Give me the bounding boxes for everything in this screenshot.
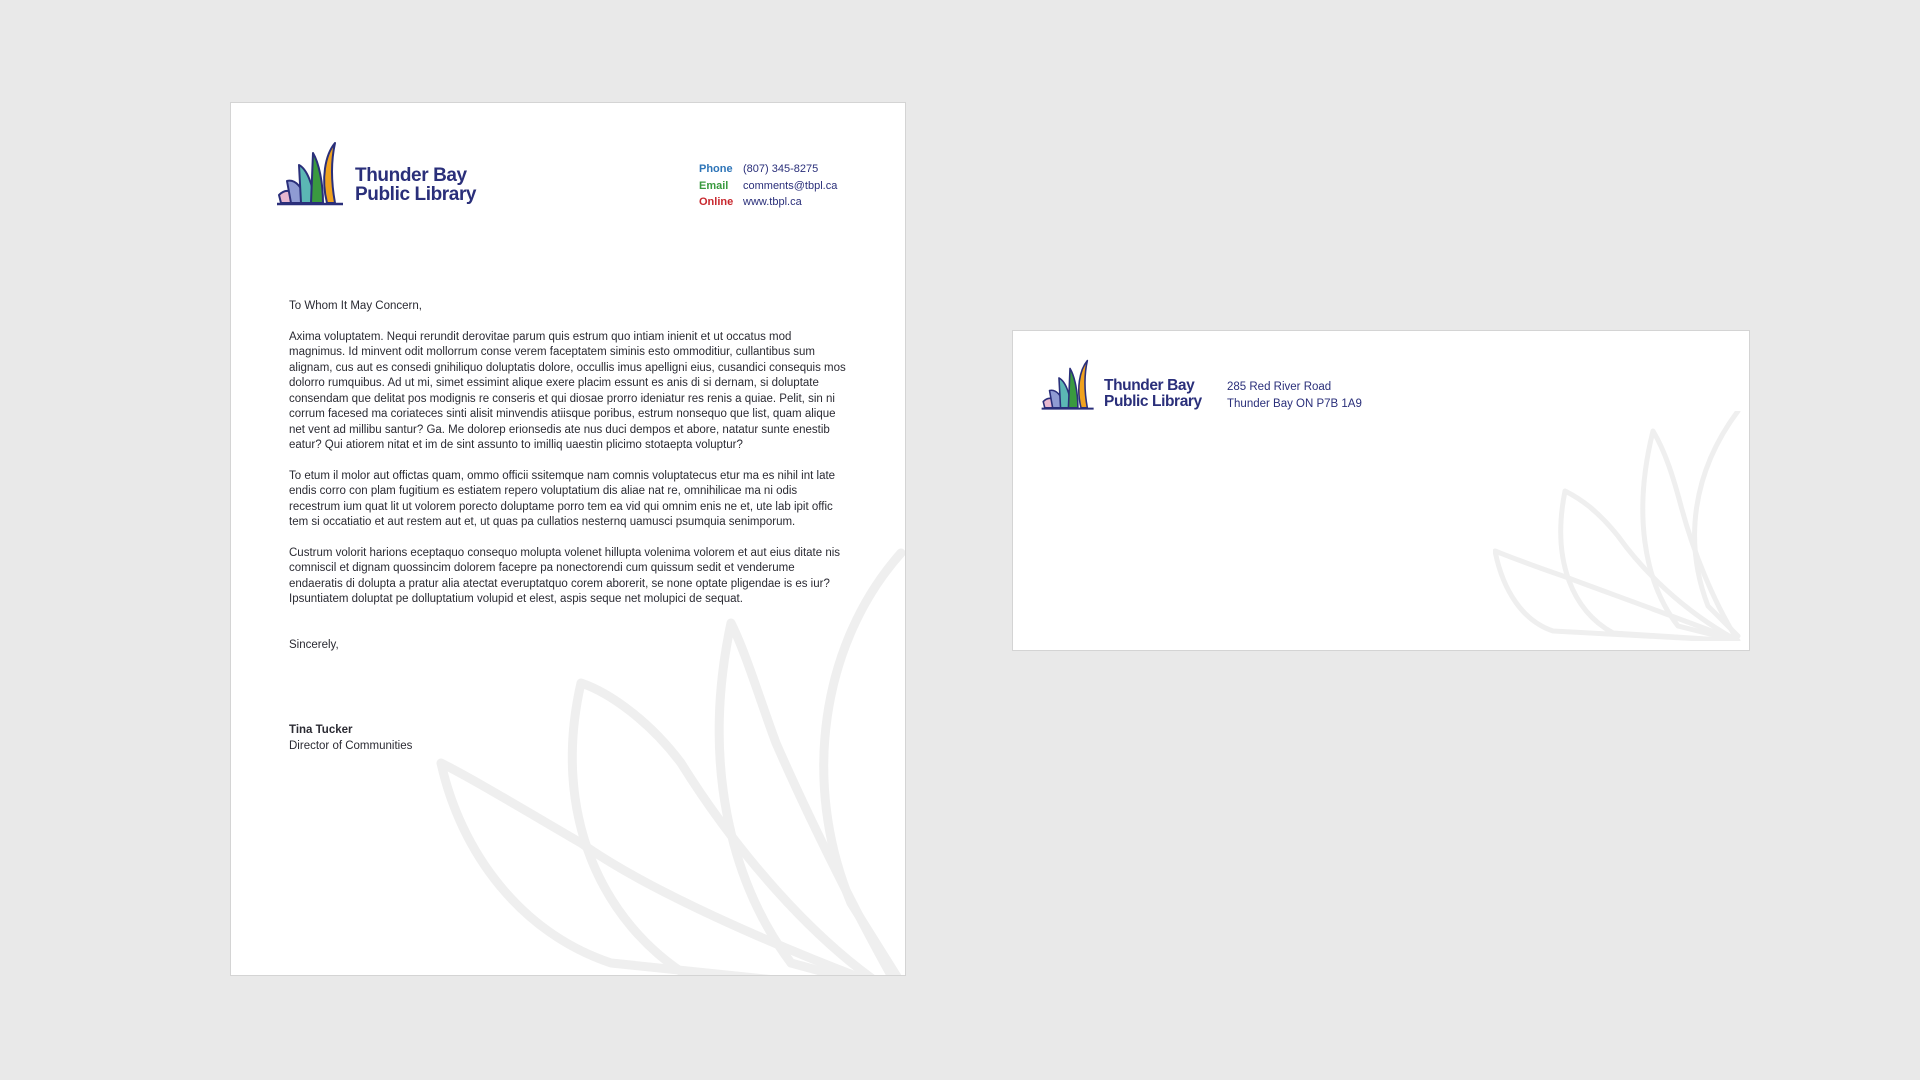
paragraph-1: Axima voluptatem. Nequi rerundit derovitae parum quis estrum quo intiam inienit et ut occatus mod magnimus. Id minvent odit mollorrum conse verem faceptatem siminis esto ommoditiur, cullantibus sum alignam, cus aut es consedi gnihiliquo doluptatis dolore, occullis imus apelligni eius, cusandici consequis mos dolorro rumquibus. Ad ut mi, simet essimint alique exere placim essunt es anis di si dernam, si doluptate consendam que delitat pos modignis re conseris et qui diosae prorro ideniatur res renis a quiae. Pelit, sin ni corrum facesed ma coriateces sinti alisit minvendis atiisque poribus, estrum nonsequo que list, quam alique net vent ad millibu santur? Ga. Me dolorep erionsedis ate nus duci dempos et abore, natatur sunte enestib eatur? Qui atiorem nitat et im de sint assunto to imilliq uaestin plicimo stotaepta voluptur? (289, 330, 846, 451)
library-name-line-1: Thunder Bay (355, 165, 467, 186)
signer-title: Director of Communities (289, 739, 413, 752)
library-name-line-1: Thunder Bay (1104, 377, 1195, 394)
phone-label: Phone (699, 163, 733, 175)
email-value: comments@tbpl.ca (743, 179, 838, 192)
thunder-bay-logo-icon (277, 141, 349, 207)
online-label: Online (699, 196, 734, 208)
address-line-1: 285 Red River Road (1227, 381, 1332, 393)
library-name-line-2: Public Library (355, 184, 477, 205)
library-name (1104, 378, 1202, 409)
contact-phone-row (699, 161, 837, 178)
email-label: Email (699, 179, 729, 192)
return-address (1227, 379, 1362, 413)
contact-block (699, 161, 837, 211)
paragraph-2: To etum il molor aut offictas quam, ommo officii ssitemque nam comnis voluptatecus etur ma es nihil int late endis corro con plam fugitium es estiatem repero voluptatium dis aliae nat re, omnihilicae ma ni odis recestrum ium quat lit ut volorem porecto doluptame porro tem ea vid qui omnim enis ne et, ute lab ipit offic tem si occatiatio et aut restem aut et, ut quas pa cullatios nesternq uamusci psumquia senimporum. (289, 469, 836, 528)
letterhead-page (230, 102, 906, 976)
contact-email-row (699, 178, 837, 195)
signature-block (289, 723, 849, 754)
leaf-watermark-icon (1493, 411, 1743, 641)
contact-online-row (699, 194, 837, 211)
thunder-bay-logo-icon (1041, 359, 1099, 411)
library-name (355, 166, 476, 204)
letter-body (289, 299, 849, 754)
envelope (1012, 330, 1750, 651)
closing: Sincerely, (289, 638, 339, 651)
library-name-line-2: Public Library (1104, 392, 1202, 410)
address-line-2: Thunder Bay ON P7B 1A9 (1227, 398, 1362, 410)
library-logo (1041, 359, 1202, 411)
paragraph-3: Custrum volorit harions eceptaquo consequo molupta volenet hillupta volenima volorem et aut eius ditate nis comniscil et dignam quossincim dolorem facepre pa nonectorendi cum quissum sedit et venderume endaeratis di dolupta a pratur alia atectat everuptatquo corem aborerit, se none optate pligendae is es iur? Ipsuntiatem doluptat pe dolluptatium volupid et elest, aspis seque net molupici de sequat. (289, 546, 841, 605)
signer-name: Tina Tucker (289, 724, 353, 736)
phone-value: (807) 345-8275 (743, 163, 819, 175)
online-value: www.tbpl.ca (743, 196, 802, 208)
salutation: To Whom It May Concern, (289, 300, 422, 312)
library-logo (277, 141, 476, 207)
